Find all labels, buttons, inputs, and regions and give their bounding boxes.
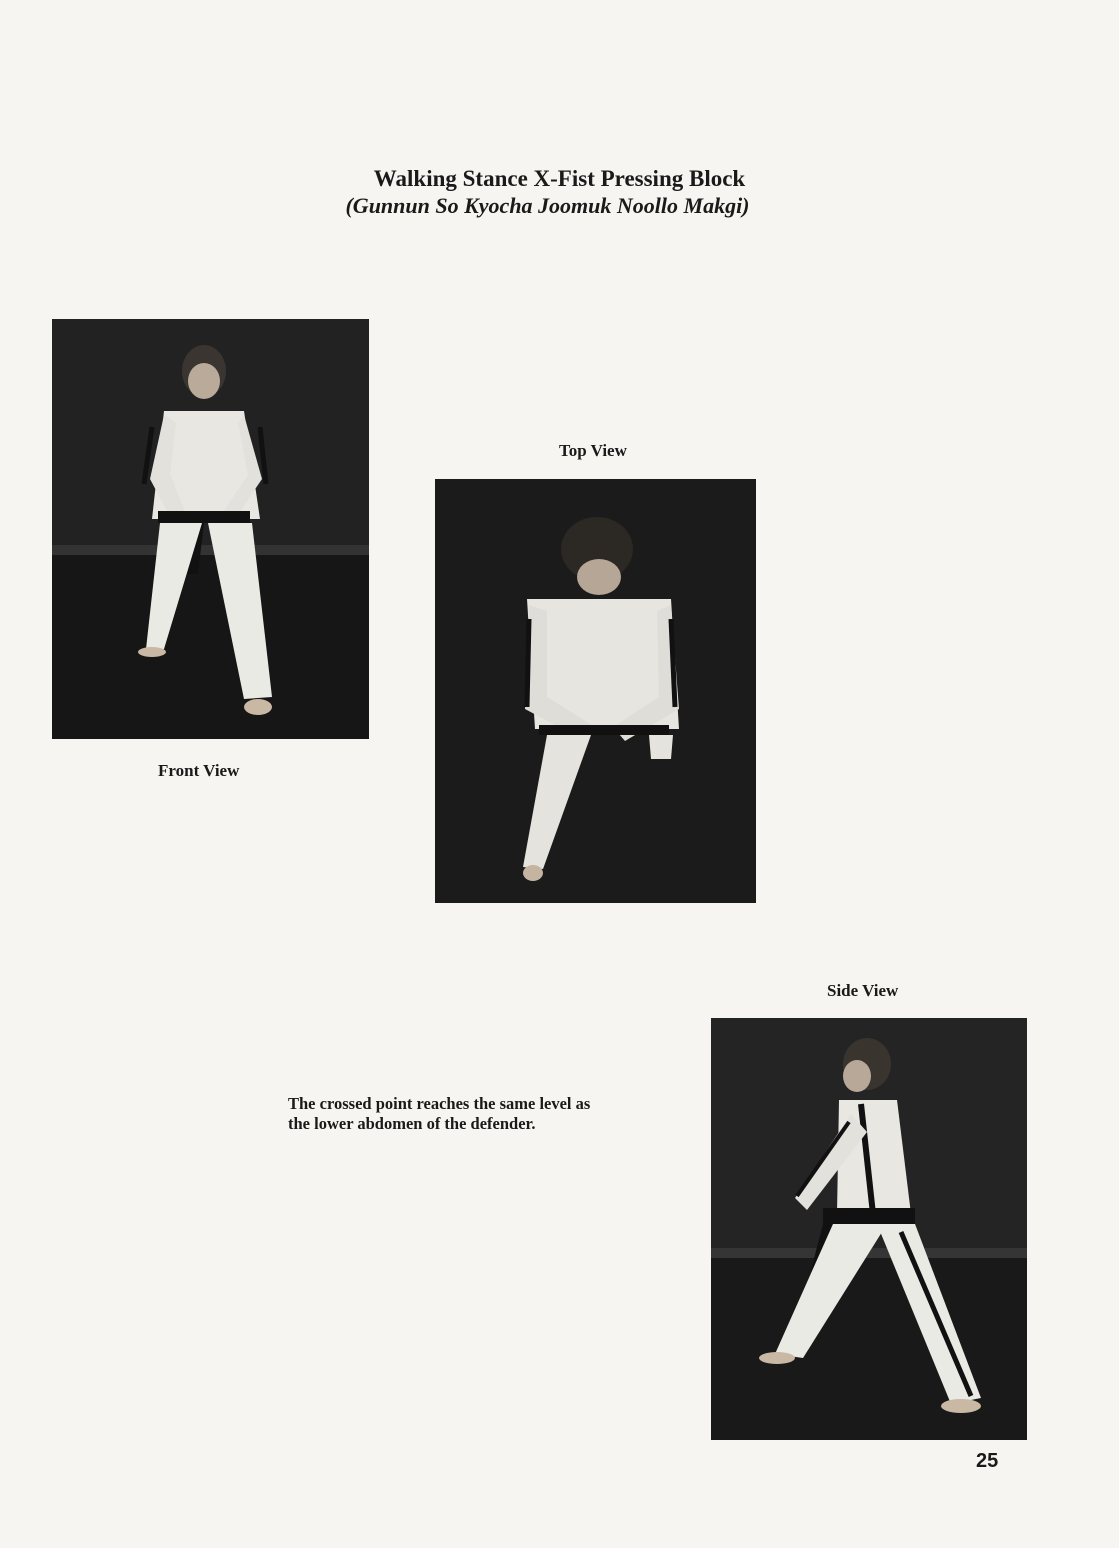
front-view-caption: Front View: [158, 761, 240, 780]
side-view-photo: [711, 1018, 1027, 1440]
front-view-photo: [52, 319, 369, 739]
top-view-caption: Top View: [559, 441, 627, 460]
body-text-line-1: The crossed point reaches the same level as: [288, 1094, 591, 1113]
page-number: 25: [976, 1450, 999, 1472]
top-view-photo: [435, 479, 756, 903]
front-view-figure: [52, 319, 369, 739]
body-text-line-2: the lower abdomen of the defender.: [288, 1114, 536, 1133]
side-view-caption: Side View: [827, 981, 899, 1000]
body-text: [288, 1094, 708, 1134]
page-title: Walking Stance X-Fist Pressing Block: [373, 166, 746, 191]
page-subtitle: (Gunnun So Kyocha Joomuk Noollo Makgi): [345, 193, 750, 218]
top-view-figure: [435, 479, 756, 903]
side-view-figure: [711, 1018, 1027, 1440]
